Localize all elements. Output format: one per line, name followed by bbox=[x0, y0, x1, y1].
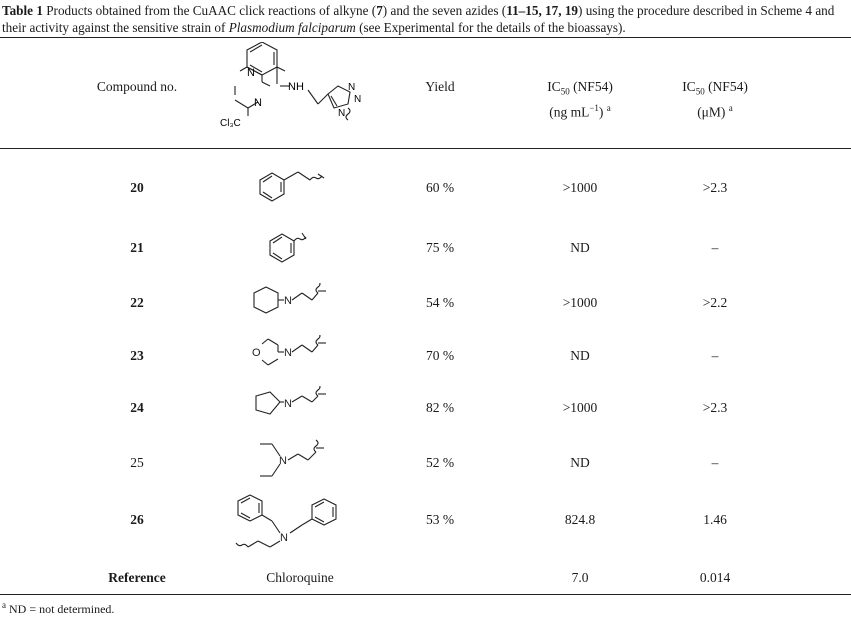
scaffold-nh: NH bbox=[288, 81, 304, 93]
reference-label: Reference bbox=[108, 570, 166, 585]
row-20-compound: 20 bbox=[130, 180, 144, 195]
footnote-text: ND = not determined. bbox=[6, 602, 115, 616]
row-23-compound: 23 bbox=[130, 348, 144, 363]
row-21-ic50-ng: ND bbox=[570, 240, 590, 255]
row-24-n-atom: N bbox=[284, 398, 292, 410]
row-24-structure bbox=[250, 386, 360, 426]
caption-azides: 11–15, 17, 19 bbox=[506, 3, 579, 18]
scaffold-n1: N bbox=[247, 67, 255, 79]
scaffold-cl3c: Cl₃C bbox=[220, 118, 241, 129]
header-ic50-um-note: a bbox=[728, 102, 733, 113]
row-22-ic50-um: >2.2 bbox=[702, 295, 728, 310]
row-25-compound: 25 bbox=[130, 455, 144, 470]
row-26-ic50-ng: 824.8 bbox=[564, 512, 596, 527]
row-24-compound: 24 bbox=[130, 400, 144, 415]
row-25-yield: 52 % bbox=[425, 455, 455, 470]
row-22-compound: 22 bbox=[130, 295, 144, 310]
row-20-ic50-um: >2.3 bbox=[702, 180, 728, 195]
row-26-n-atom: N bbox=[280, 532, 288, 544]
caption-text-2: ) and the seven azides ( bbox=[382, 3, 507, 18]
row-20-structure bbox=[252, 166, 352, 211]
header-ic50-ng-note: a bbox=[606, 102, 611, 113]
header-ic50-um-unit: (μM) bbox=[697, 104, 726, 120]
caption-alkyne: 7 bbox=[376, 3, 383, 18]
footnote-mark: a bbox=[2, 600, 6, 610]
header-ic50-um bbox=[630, 79, 800, 120]
row-21-ic50-um: – bbox=[711, 240, 719, 255]
caption-text-4: (see Experimental for the details of the bioassays). bbox=[355, 20, 626, 35]
header-rule bbox=[0, 148, 851, 149]
row-22-structure bbox=[250, 283, 360, 323]
row-24-ic50-um: >2.3 bbox=[702, 400, 728, 415]
row-24-ic50-ng: >1000 bbox=[562, 400, 598, 415]
caption-text-3: ) using the procedure described in Scheme 4 and their activity against the sensitive strain of bbox=[2, 3, 835, 35]
header-ic50-um-sub: 50 bbox=[695, 86, 705, 97]
bottom-rule bbox=[0, 594, 851, 595]
scaffold-tn2: N bbox=[354, 94, 362, 105]
top-rule bbox=[0, 37, 851, 38]
row-25-n-atom: N bbox=[279, 455, 287, 467]
reference-name: Chloroquine bbox=[266, 570, 334, 585]
header-ic50-um-strain: (NF54) bbox=[704, 79, 748, 94]
row-21-yield: 75 % bbox=[425, 240, 455, 255]
reference-ic50-um: 0.014 bbox=[699, 570, 731, 585]
reference-ic50-ng: 7.0 bbox=[571, 570, 589, 585]
header-ic50-ng-strain: (NF54) bbox=[569, 79, 613, 94]
table-footnote bbox=[2, 600, 114, 617]
header-compound: Compound no. bbox=[96, 79, 178, 94]
row-22-ic50-ng: >1000 bbox=[562, 295, 598, 310]
table-caption bbox=[2, 2, 848, 36]
row-26-compound: 26 bbox=[130, 512, 144, 527]
row-20-ic50-ng: >1000 bbox=[562, 180, 598, 195]
row-24-yield: 82 % bbox=[425, 400, 455, 415]
row-23-structure bbox=[250, 335, 360, 375]
header-yield: Yield bbox=[425, 79, 455, 94]
scaffold-structure bbox=[210, 42, 380, 142]
table-label: Table 1 bbox=[2, 3, 43, 18]
row-25-structure bbox=[250, 436, 360, 488]
header-ic50-ng-sub: 50 bbox=[560, 86, 570, 97]
scaffold-tn1: N bbox=[348, 82, 356, 93]
scaffold-n2: N bbox=[254, 97, 262, 109]
header-ic50-ng-unit-end: ) bbox=[598, 104, 604, 120]
row-23-ic50-um: – bbox=[711, 348, 719, 363]
row-26-structure bbox=[232, 491, 362, 555]
row-22-n-atom: N bbox=[284, 295, 292, 307]
caption-text-1: Products obtained from the CuAAC click reactions of alkyne ( bbox=[42, 3, 377, 18]
header-ic50-ng-label: IC bbox=[547, 79, 561, 94]
row-26-ic50-um: 1.46 bbox=[703, 512, 727, 527]
header-ic50-ng-unit: (ng mL bbox=[549, 104, 590, 120]
row-20-yield: 60 % bbox=[425, 180, 455, 195]
row-23-ic50-ng: ND bbox=[570, 348, 590, 363]
header-ic50-ng-unit-sup: −1 bbox=[589, 102, 599, 113]
caption-organism: Plasmodium falciparum bbox=[228, 20, 356, 35]
row-21-structure bbox=[262, 225, 342, 270]
row-23-yield: 70 % bbox=[425, 348, 455, 363]
row-23-o-atom: O bbox=[252, 347, 261, 359]
header-ic50-um-label: IC bbox=[682, 79, 696, 94]
row-26-yield: 53 % bbox=[425, 512, 455, 527]
row-25-ic50-um: – bbox=[711, 455, 719, 470]
row-21-compound: 21 bbox=[130, 240, 144, 255]
row-25-ic50-ng: ND bbox=[570, 455, 590, 470]
scaffold-tn3: N bbox=[338, 108, 346, 119]
row-23-n-atom: N bbox=[284, 347, 292, 359]
row-22-yield: 54 % bbox=[425, 295, 455, 310]
